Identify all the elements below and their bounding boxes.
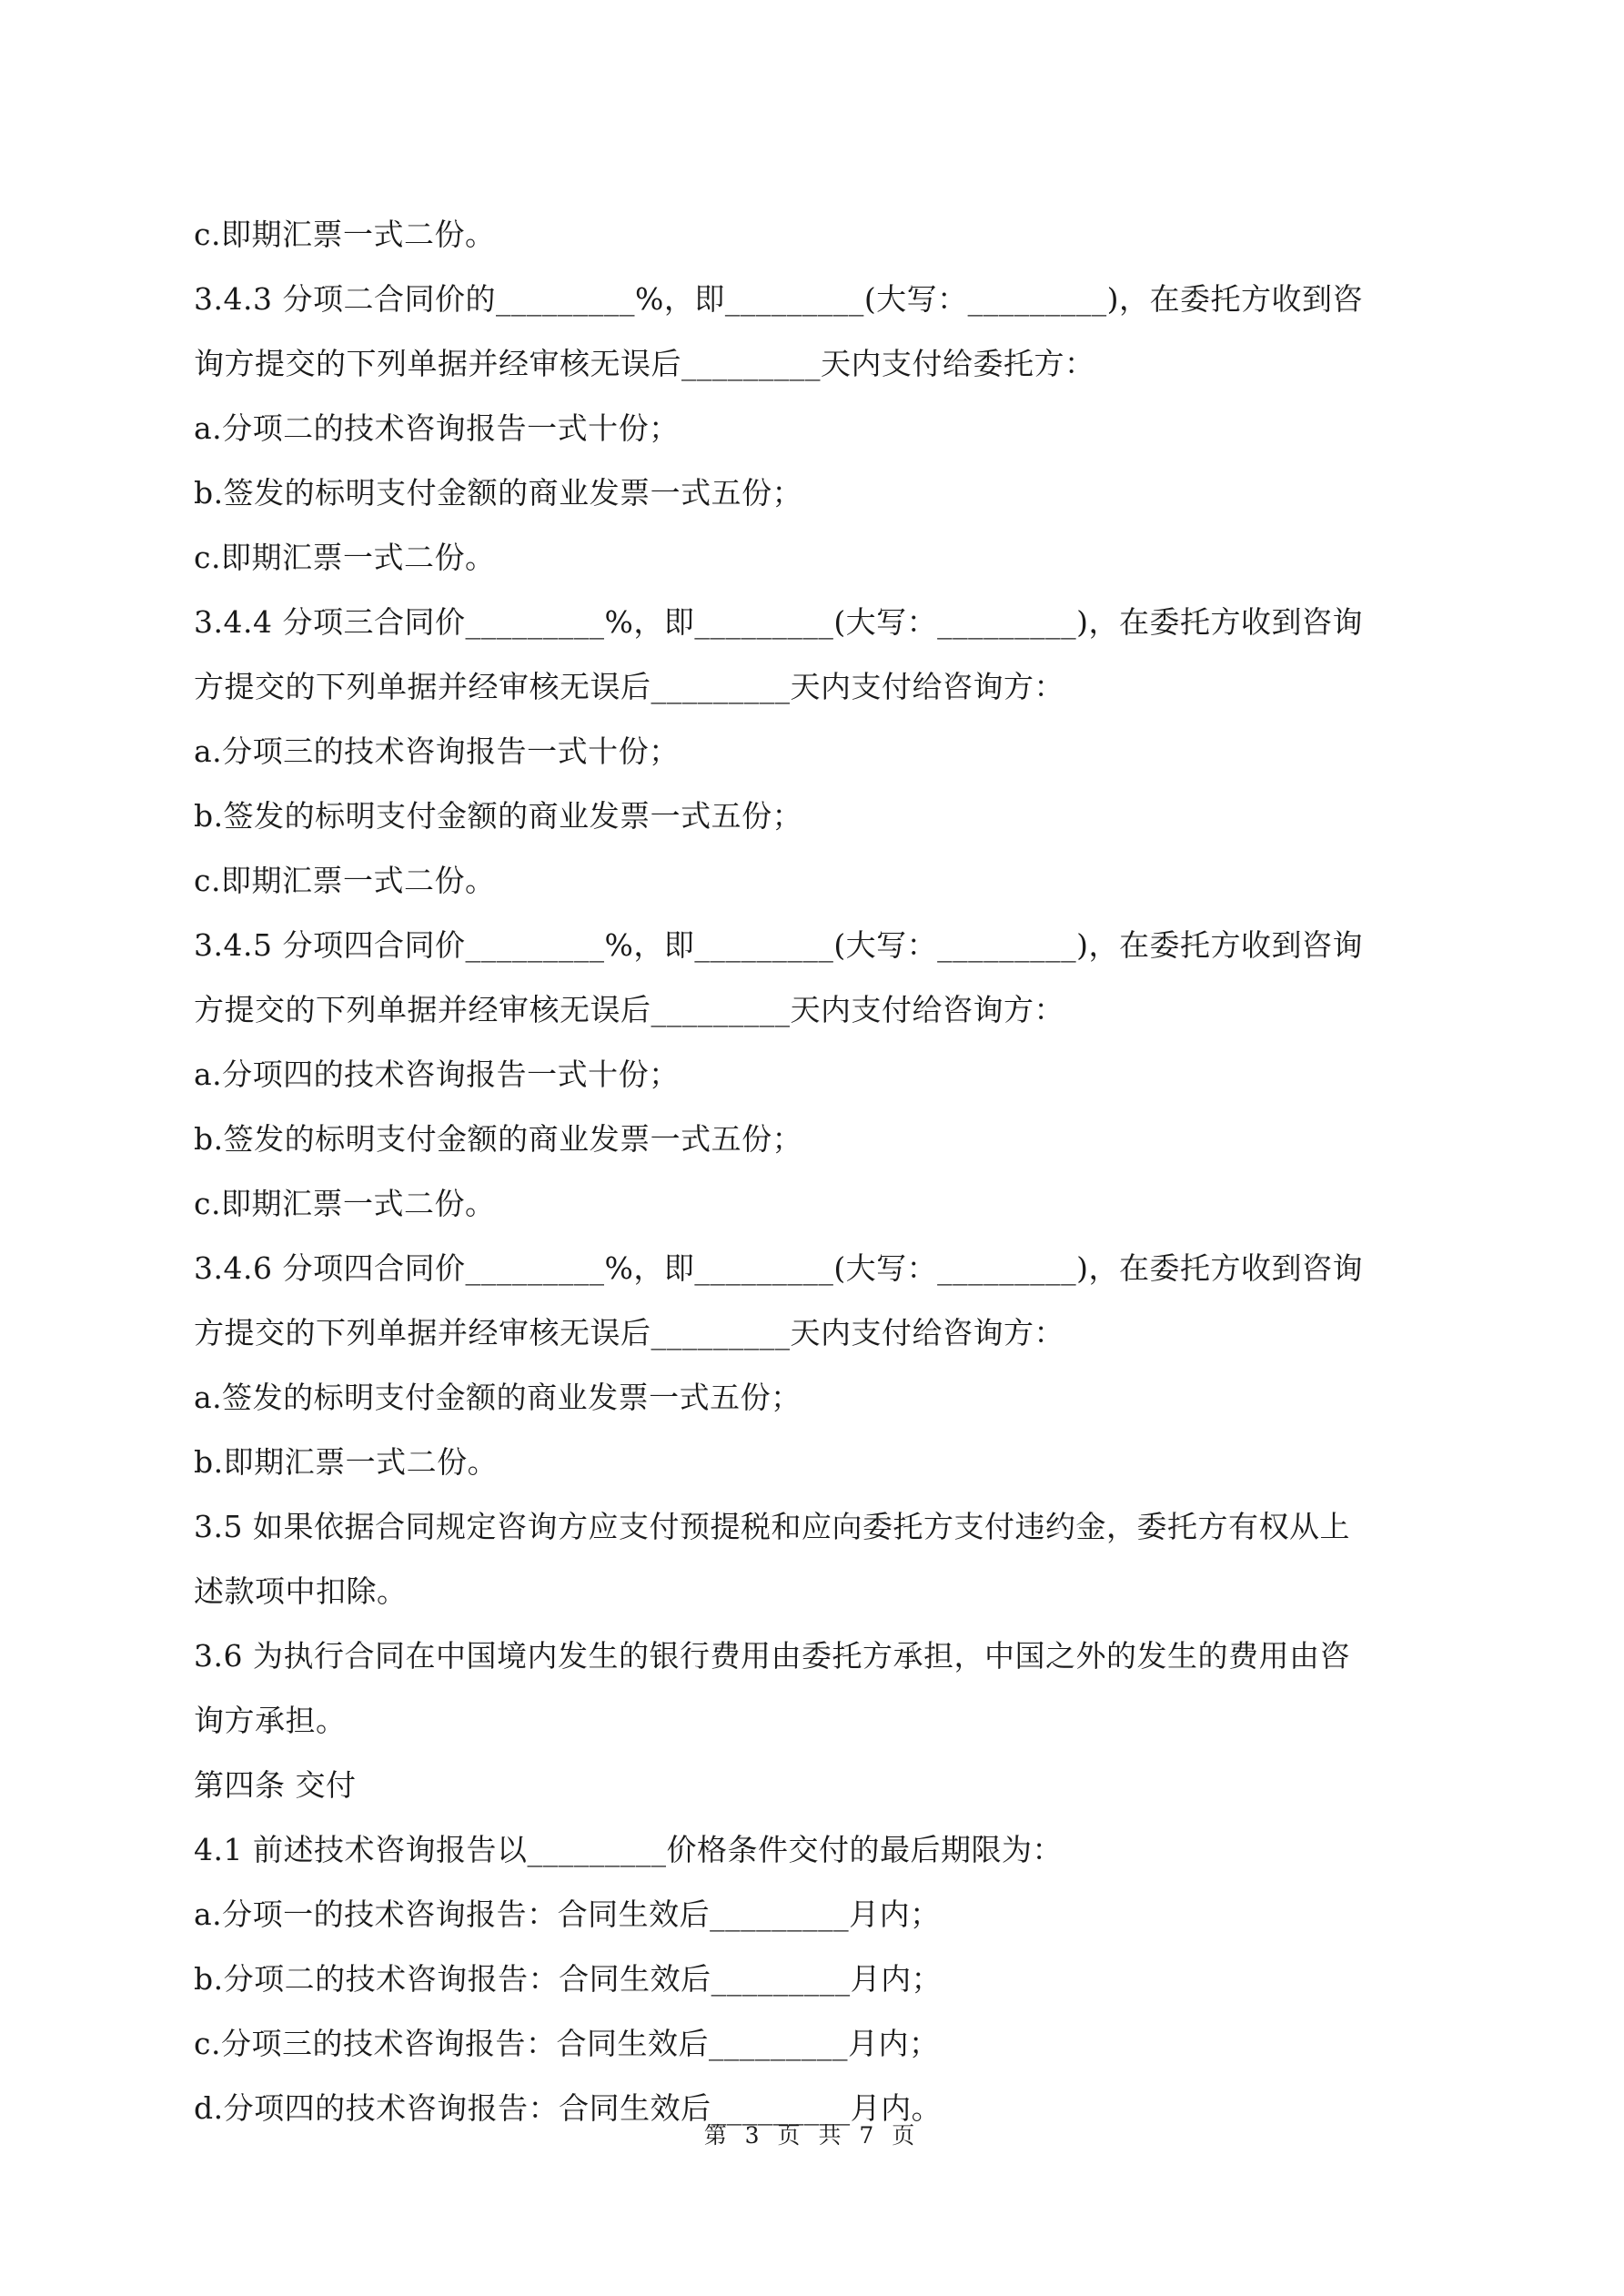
text-line: c.即期汇票一式二份。 <box>194 217 496 252</box>
text-line: a.分项三的技术咨询报告一式十份； <box>194 733 680 769</box>
text-line: 询方提交的下列单据并经审核无误后_________天内支付给委托方： <box>194 346 1095 381</box>
text-line: a.签发的标明支付金额的商业发票一式五份； <box>194 1380 802 1415</box>
text-line: b.签发的标明支付金额的商业发票一式五份； <box>194 798 803 834</box>
text-line: b.签发的标明支付金额的商业发票一式五份； <box>194 1121 803 1157</box>
page-number-footer: 第 3 页 共 7 页 <box>703 2122 921 2149</box>
text-line: 4.1 前述技术咨询报告以_________价格条件交付的最后期限为： <box>194 1832 1063 1867</box>
text-line: b.签发的标明支付金额的商业发票一式五份； <box>194 475 803 511</box>
text-line: d.分项四的技术咨询报告：合同生效后_________月内。 <box>194 2090 943 2126</box>
text-line: c.分项三的技术咨询报告：合同生效后_________月内； <box>194 2026 940 2061</box>
text-line: 3.4.6 分项四合同价_________%，即_________(大写：_________)，在委托方收到咨询 <box>194 1250 1364 1286</box>
text-line: 方提交的下列单据并经审核无误后_________天内支付给咨询方： <box>194 1315 1064 1350</box>
text-line: 方提交的下列单据并经审核无误后_________天内支付给咨询方： <box>194 669 1064 704</box>
text-line: c.即期汇票一式二份。 <box>194 1186 496 1221</box>
text-line: c.即期汇票一式二份。 <box>194 863 496 898</box>
text-line: 3.6 为执行合同在中国境内发生的银行费用由委托方承担，中国之外的发生的费用由咨 <box>194 1638 1350 1674</box>
text-line: b.即期汇票一式二份。 <box>194 1444 499 1480</box>
text-line: 询方承担。 <box>194 1703 347 1738</box>
text-line: a.分项二的技术咨询报告一式十份； <box>194 410 680 446</box>
text-line: a.分项四的技术咨询报告一式十份； <box>194 1057 680 1092</box>
document-body <box>194 202 1445 2140</box>
text-line: a.分项一的技术咨询报告：合同生效后_________月内； <box>194 1896 941 1932</box>
text-line: b.分项二的技术咨询报告：合同生效后_________月内； <box>194 1961 943 1997</box>
text-line: 3.5 如果依据合同规定咨询方应支付预提税和应向委托方支付违约金，委托方有权从上 <box>194 1509 1350 1544</box>
text-line: 3.4.3 分项二合同价的_________%，即_________(大写：_________)，在委托方收到咨 <box>194 281 1364 317</box>
text-line: 3.4.5 分项四合同价_________%，即_________(大写：_________)，在委托方收到咨询 <box>194 927 1364 963</box>
text-line: 方提交的下列单据并经审核无误后_________天内支付给咨询方： <box>194 992 1064 1027</box>
text-line: 述款项中扣除。 <box>194 1573 408 1609</box>
text-line: c.即期汇票一式二份。 <box>194 540 496 575</box>
section-heading: 第四条 交付 <box>194 1767 357 1803</box>
text-line: 3.4.4 分项三合同价_________%，即_________(大写：_________)，在委托方收到咨询 <box>194 604 1364 640</box>
